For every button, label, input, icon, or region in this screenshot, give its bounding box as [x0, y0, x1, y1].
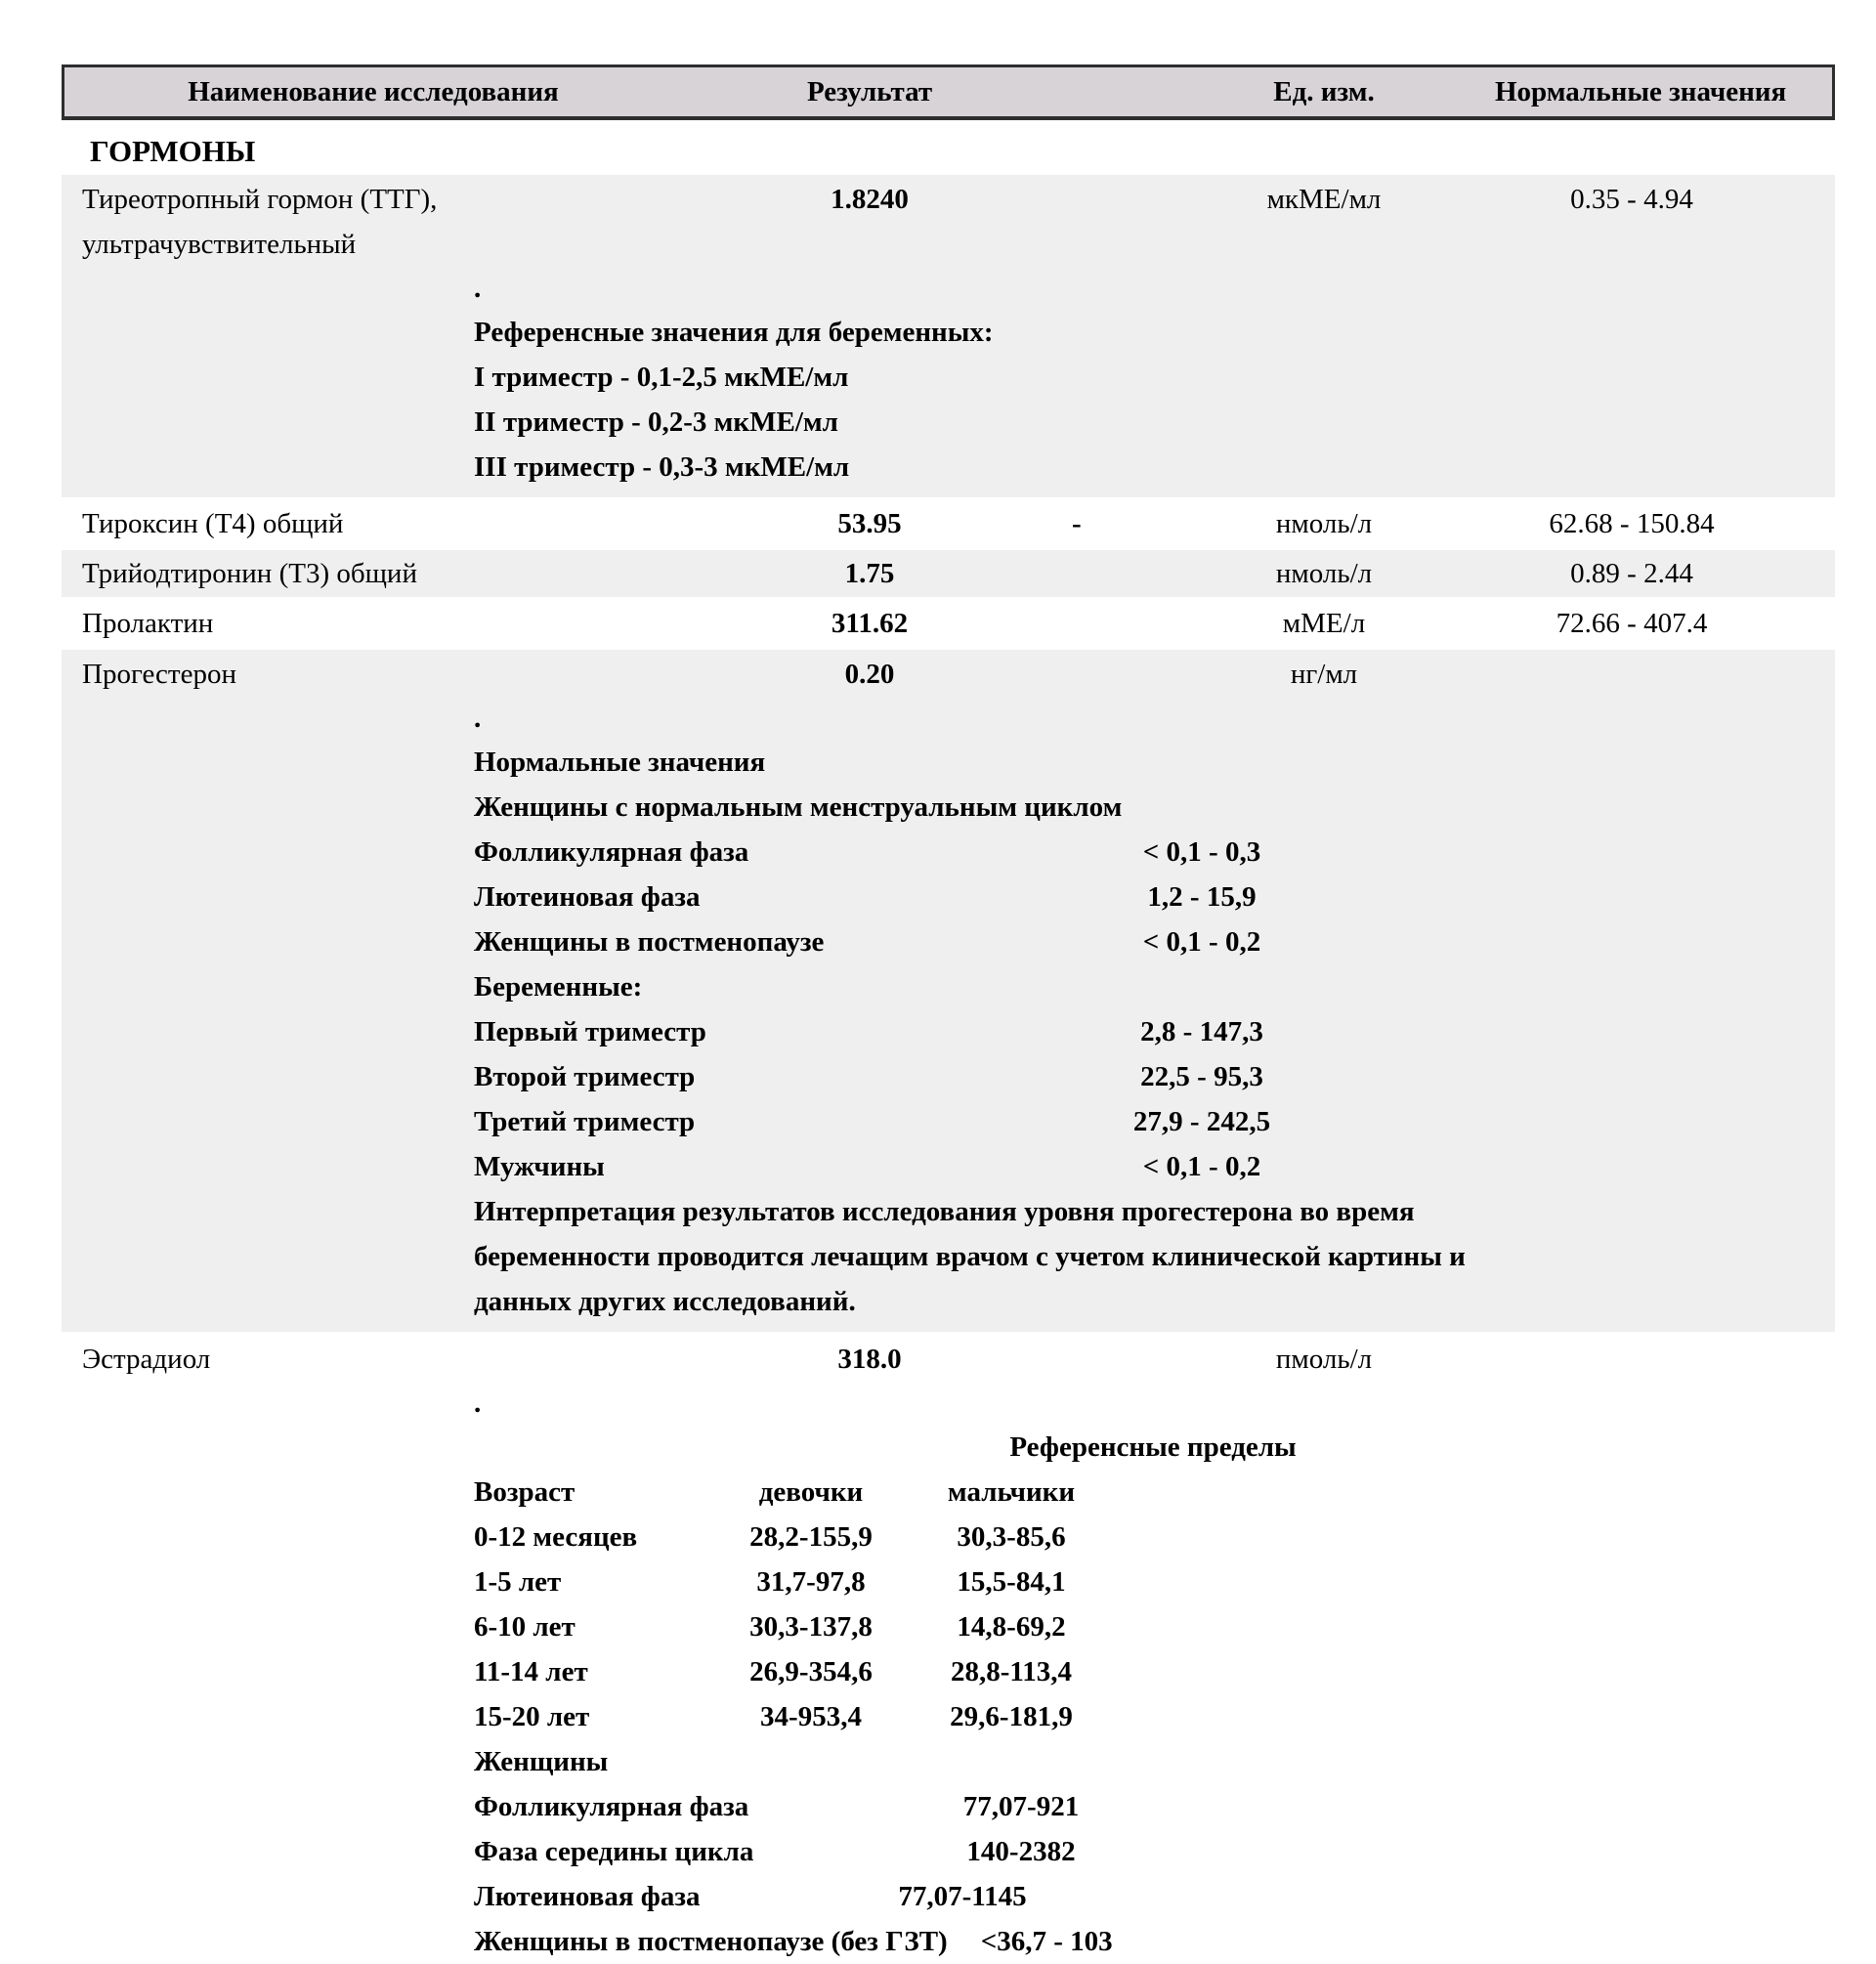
section-title-hormones: ГОРМОНЫ: [90, 134, 256, 168]
test-block-estradiol: [62, 1335, 1835, 1964]
reference-label: Фолликулярная фаза: [474, 836, 749, 868]
test-normal-range: 0.89 - 2.44: [1570, 558, 1693, 589]
age-range: 6-10 лет: [474, 1611, 576, 1643]
test-unit: нмоль/л: [1275, 558, 1373, 589]
reference-value: 1,2 - 15,9: [1147, 881, 1257, 913]
reference-item: [474, 1054, 1835, 1099]
age-column-header: Возраст: [474, 1476, 576, 1508]
test-name: Эстрадиол: [82, 1344, 211, 1375]
test-row: [82, 175, 1835, 267]
test-block-t4: [62, 500, 1835, 547]
progesterone-reference-comment: [474, 697, 1835, 1324]
test-result: 1.8240: [831, 184, 909, 215]
boys-column-header: мальчики: [947, 1476, 1076, 1508]
test-unit: мМЕ/л: [1282, 608, 1366, 639]
girls-range: 34-953,4: [760, 1701, 862, 1732]
comment-dot: .: [474, 703, 482, 734]
girls-range: 28,2-155,9: [749, 1521, 873, 1553]
girls-column-header: девочки: [758, 1476, 864, 1508]
reference-value: 2,8 - 147,3: [1140, 1016, 1263, 1047]
boys-range: 15,5-84,1: [957, 1566, 1066, 1598]
reference-label: Мужчины: [474, 1151, 605, 1182]
reference-label: Женщины в постменопаузе (без ГЗТ): [474, 1926, 948, 1957]
test-result: 53.95: [837, 508, 902, 539]
age-table-header: [474, 1470, 1835, 1515]
test-unit: мкМЕ/мл: [1266, 184, 1382, 215]
test-row: [82, 650, 1835, 697]
column-header-result: Результат: [806, 76, 933, 107]
test-block-t3: [62, 550, 1835, 597]
ttg-reference-comment: [474, 267, 1835, 490]
women-section-title: Женщины: [474, 1746, 609, 1777]
age-range: 0-12 месяцев: [474, 1521, 638, 1553]
age-table-row: [474, 1649, 1835, 1694]
reference-label: Третий триместр: [474, 1106, 696, 1137]
test-normal-range: 0.35 - 4.94: [1570, 184, 1693, 215]
test-normal-range: 62.68 - 150.84: [1549, 508, 1715, 539]
results-table-header: [62, 64, 1835, 120]
reference-item: [474, 1829, 1835, 1874]
comment-title: Нормальные значения: [474, 747, 766, 778]
reference-value: 77,07-1145: [898, 1881, 1027, 1912]
test-row: [82, 550, 1835, 597]
age-range: 1-5 лет: [474, 1566, 562, 1598]
column-header-name: Наименование исследования: [188, 76, 559, 107]
reference-label: Первый триместр: [474, 1016, 706, 1047]
test-normal-range: 72.66 - 407.4: [1556, 608, 1708, 639]
reference-item: [474, 1874, 1835, 1919]
test-block-prolactin: [62, 600, 1835, 647]
test-unit: нмоль/л: [1275, 508, 1373, 539]
reference-value: 140-2382: [966, 1836, 1076, 1867]
test-result: 311.62: [831, 608, 909, 639]
boys-range: 14,8-69,2: [957, 1611, 1066, 1643]
test-block-ttg: [62, 175, 1835, 497]
comment-line: II триместр - 0,2-3 мкМЕ/мл: [474, 406, 838, 438]
test-result: 318.0: [837, 1344, 902, 1375]
boys-range: 29,6-181,9: [950, 1701, 1073, 1732]
comment-line: III триместр - 0,3-3 мкМЕ/мл: [474, 451, 850, 483]
test-name: Трийодтиронин (Т3) общий: [82, 558, 417, 589]
age-table-row: [474, 1694, 1835, 1739]
test-block-progesterone: [62, 650, 1835, 1332]
reference-label: Фаза середины цикла: [474, 1836, 754, 1867]
reference-value: 22,5 - 95,3: [1140, 1061, 1263, 1092]
reference-label: Фолликулярная фаза: [474, 1791, 749, 1822]
age-range: 15-20 лет: [474, 1701, 590, 1732]
test-row: [82, 1335, 1835, 1382]
age-table-row: [474, 1559, 1835, 1604]
test-unit: пмоль/л: [1275, 1344, 1373, 1375]
boys-range: 30,3-85,6: [957, 1521, 1066, 1553]
reference-label: Женщины в постменопаузе: [474, 926, 825, 958]
reference-value: 77,07-921: [962, 1791, 1080, 1822]
reference-label: Лютеиновая фаза: [474, 1881, 701, 1912]
test-result: 1.75: [844, 558, 895, 589]
girls-range: 30,3-137,8: [749, 1611, 873, 1643]
reference-item: [474, 875, 1835, 919]
column-header-normal: Нормальные значения: [1495, 76, 1787, 107]
test-unit: нг/мл: [1290, 659, 1358, 690]
reference-item: [474, 1919, 1835, 1964]
result-flag: -: [1072, 508, 1082, 539]
girls-range: 26,9-354,6: [749, 1656, 873, 1687]
reference-item: [474, 964, 1835, 1009]
reference-value: <36,7 - 103: [980, 1926, 1113, 1957]
reference-label: Второй триместр: [474, 1061, 696, 1092]
comment-title: Референсные значения для беременных:: [474, 317, 994, 348]
age-table-row: [474, 1515, 1835, 1559]
reference-value: < 0,1 - 0,2: [1142, 926, 1261, 958]
reference-item: [474, 1144, 1835, 1189]
reference-value: < 0,1 - 0,2: [1142, 1151, 1261, 1182]
test-name: Тироксин (Т4) общий: [82, 508, 344, 539]
test-name: Прогестерон: [82, 659, 236, 690]
reference-label: Лютеиновая фаза: [474, 881, 701, 913]
age-range: 11-14 лет: [474, 1656, 588, 1687]
test-name: Пролактин: [82, 608, 214, 639]
comment-title: Референсные пределы: [1009, 1431, 1297, 1463]
reference-item: [474, 1784, 1835, 1829]
age-table-row: [474, 1604, 1835, 1649]
reference-value: 27,9 - 242,5: [1132, 1106, 1271, 1137]
test-result: 0.20: [844, 659, 895, 690]
interpretation-note-line: Интерпретация результатов исследования уровня прогестерона во время: [474, 1196, 1415, 1227]
girls-range: 31,7-97,8: [756, 1566, 866, 1598]
reference-value: [1104, 964, 1300, 1009]
reference-value: < 0,1 - 0,3: [1142, 836, 1261, 868]
test-row: [82, 600, 1835, 647]
test-name: Тиреотропный гормон (ТТГ), ультрачувствительный: [82, 184, 438, 260]
comment-subtitle: Женщины с нормальным менструальным циклом: [474, 791, 1123, 823]
test-row: [82, 500, 1835, 547]
interpretation-note-line: данных других исследований.: [474, 1286, 856, 1317]
reference-item: [474, 1009, 1835, 1054]
reference-item: [474, 919, 1835, 964]
comment-line: I триместр - 0,1-2,5 мкМЕ/мл: [474, 362, 849, 393]
reference-label: Беременные:: [474, 971, 643, 1003]
boys-range: 28,8-113,4: [950, 1656, 1073, 1687]
interpretation-note-line: беременности проводится лечащим врачом с учетом клинической картины и: [474, 1241, 1466, 1272]
reference-item: [474, 1099, 1835, 1144]
column-header-unit: Ед. изм.: [1273, 76, 1375, 107]
reference-item: [474, 830, 1835, 875]
estradiol-reference-comment: [474, 1382, 1835, 1964]
comment-dot: .: [474, 273, 482, 304]
comment-dot: .: [474, 1388, 482, 1419]
